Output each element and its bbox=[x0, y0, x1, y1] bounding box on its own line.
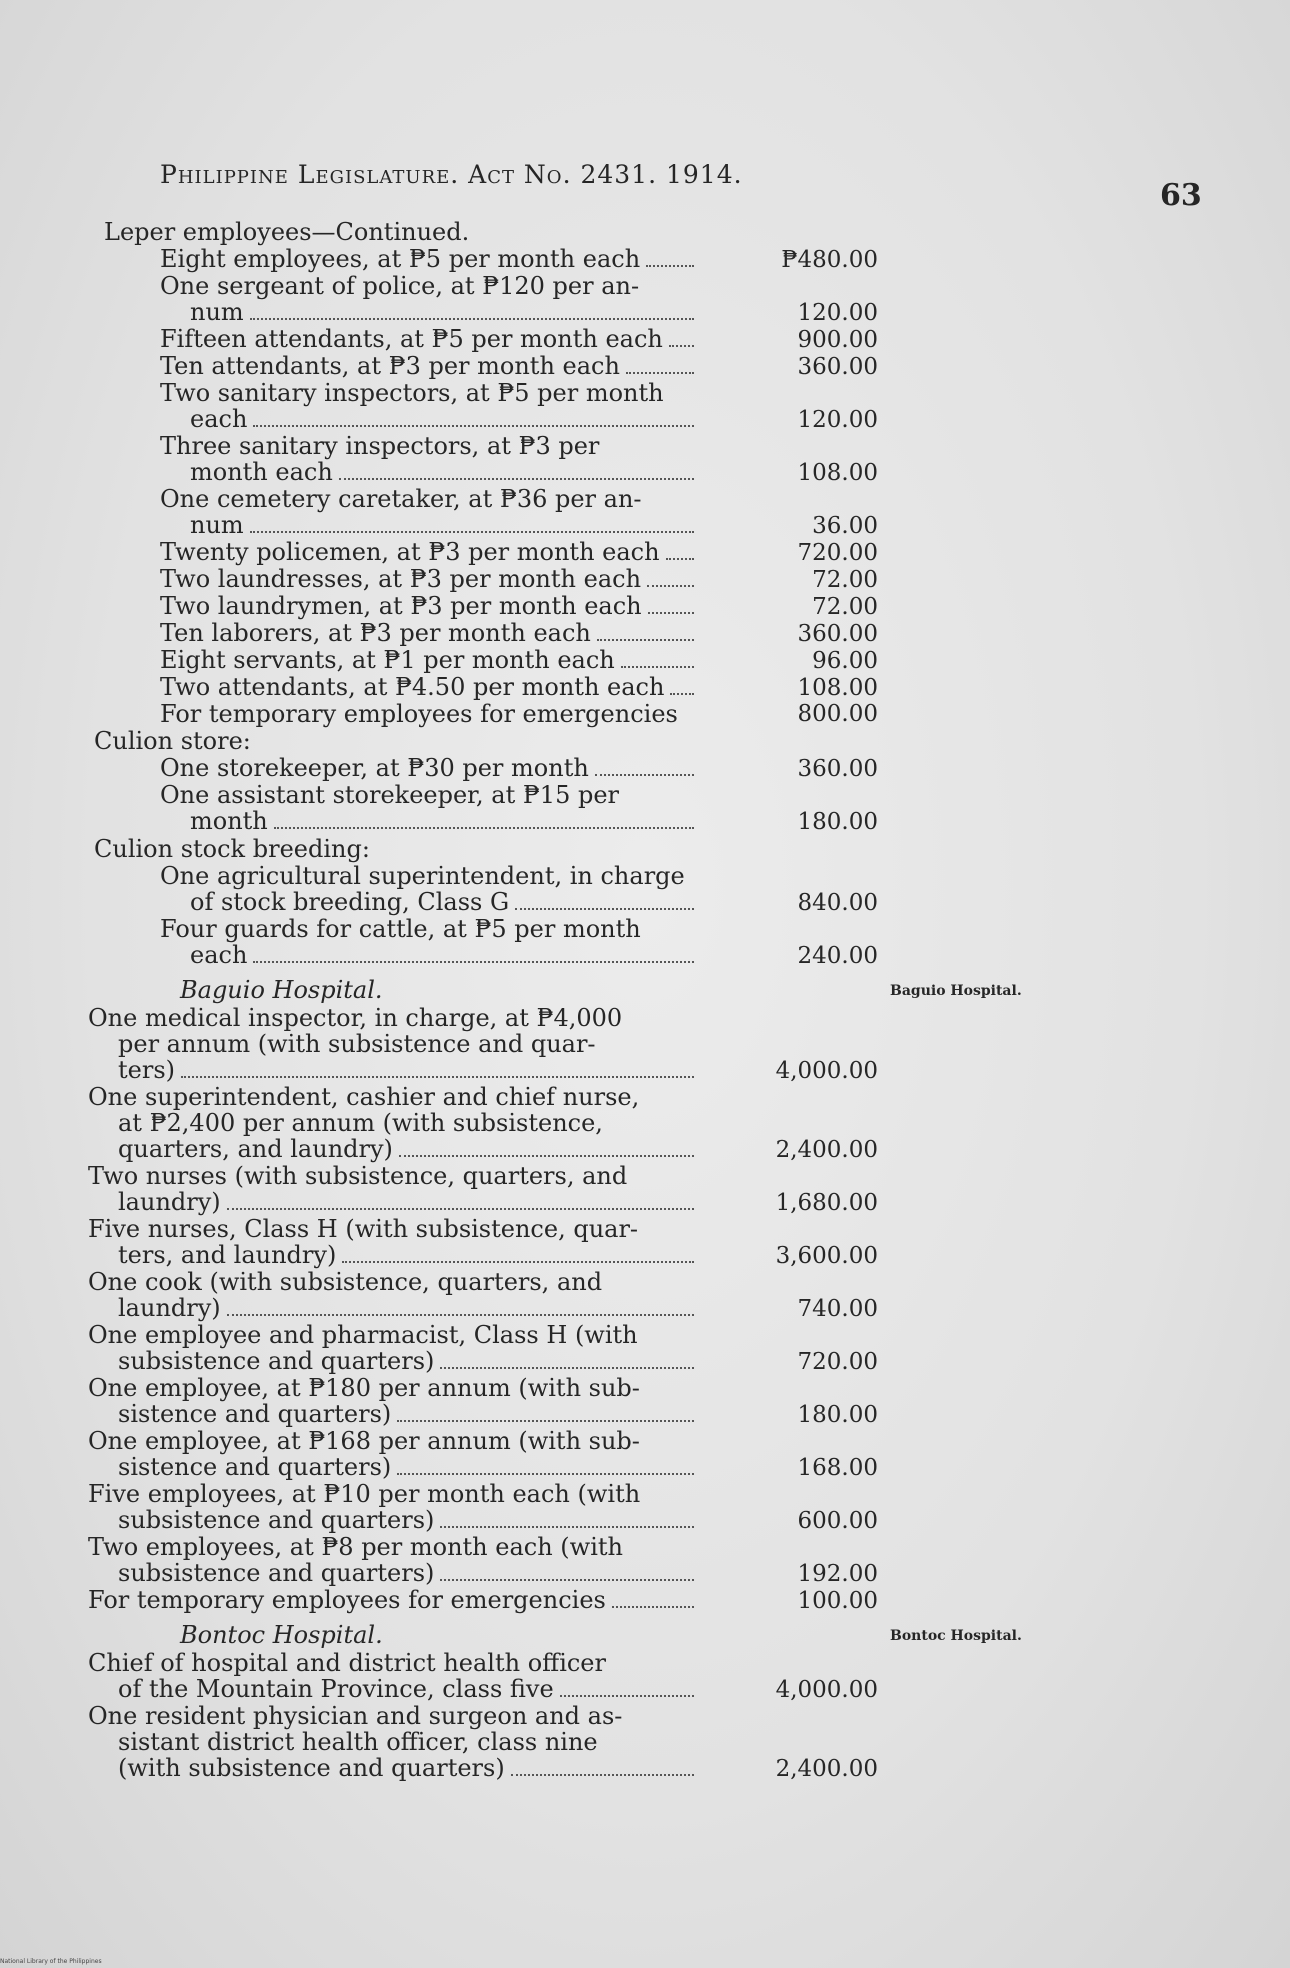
dot-leader bbox=[670, 693, 694, 695]
dot-leader bbox=[511, 1774, 694, 1776]
item-amount: 96.00 bbox=[812, 648, 878, 674]
item-description: of stock breeding, Class G bbox=[190, 888, 510, 916]
item-description: One employee, at ₱180 per annum (with sub- bbox=[88, 1374, 640, 1402]
dot-leader bbox=[253, 425, 694, 427]
dot-leader bbox=[181, 1076, 694, 1078]
item-description: quarters, and laundry) bbox=[118, 1135, 393, 1163]
item-amount: 600.00 bbox=[797, 1508, 878, 1534]
item-description: Two laundrymen, at ₱3 per month each bbox=[160, 592, 642, 620]
item-amount: 72.00 bbox=[812, 567, 878, 593]
item-description: month each bbox=[190, 458, 333, 486]
line-item bbox=[88, 1428, 878, 1481]
item-description: (with subsistence and quarters) bbox=[118, 1754, 505, 1782]
line-item bbox=[88, 1534, 878, 1587]
item-amount: 720.00 bbox=[797, 1349, 878, 1375]
line-item bbox=[88, 620, 878, 647]
item-description: Two employees, at ₱8 per month each (with bbox=[88, 1533, 623, 1561]
dot-leader bbox=[440, 1579, 694, 1581]
line-item bbox=[88, 273, 878, 326]
item-description: Eight employees, at ₱5 per month each bbox=[160, 245, 641, 273]
item-description: One assistant storekeeper, at ₱15 per bbox=[160, 781, 620, 809]
item-description: subsistence and quarters) bbox=[118, 1506, 435, 1534]
line-item bbox=[88, 916, 878, 969]
group-heading: Leper employees—Continued. bbox=[104, 218, 470, 246]
item-amount: 900.00 bbox=[797, 327, 878, 353]
appropriation-list bbox=[88, 218, 888, 1782]
dot-leader bbox=[597, 639, 694, 641]
line-item bbox=[88, 1269, 878, 1322]
item-description: One employee, at ₱168 per annum (with sub- bbox=[88, 1427, 640, 1455]
dot-leader bbox=[253, 961, 694, 963]
item-amount: 192.00 bbox=[797, 1561, 878, 1587]
item-description: Ten attendants, at ₱3 per month each bbox=[160, 352, 620, 380]
dot-leader bbox=[399, 1155, 694, 1157]
line-item bbox=[88, 1216, 878, 1269]
item-description: ters, and laundry) bbox=[118, 1241, 337, 1269]
item-amount: 180.00 bbox=[797, 809, 878, 835]
line-item bbox=[88, 1481, 878, 1534]
dot-leader bbox=[612, 1606, 694, 1608]
item-description: Three sanitary inspectors, at ₱3 per bbox=[160, 432, 600, 460]
section-title: Bontoc Hospital. bbox=[180, 1621, 383, 1649]
item-description: One cemetery caretaker, at ₱36 per an- bbox=[160, 485, 642, 513]
dot-leader bbox=[339, 478, 694, 480]
item-amount: 4,000.00 bbox=[775, 1058, 878, 1084]
margin-note-bontoc: Bontoc Hospital. bbox=[890, 1628, 1022, 1644]
item-description: of the Mountain Province, class five bbox=[118, 1675, 554, 1703]
item-description: One cook (with subsistence, quarters, and bbox=[88, 1268, 603, 1296]
dot-leader bbox=[647, 585, 694, 587]
line-item bbox=[88, 1375, 878, 1428]
item-description: One resident physician and surgeon and as- bbox=[88, 1702, 623, 1730]
item-description: num bbox=[190, 511, 244, 539]
item-description: Five employees, at ₱10 per month each (with bbox=[88, 1480, 641, 1508]
line-item bbox=[88, 701, 878, 727]
item-description: sistence and quarters) bbox=[118, 1453, 392, 1481]
line-item bbox=[88, 593, 878, 620]
dot-leader bbox=[227, 1208, 694, 1210]
line-item bbox=[88, 566, 878, 593]
dot-leader bbox=[648, 612, 694, 614]
line-item bbox=[88, 674, 878, 701]
item-amount: 120.00 bbox=[797, 300, 878, 326]
item-amount: 1,680.00 bbox=[775, 1190, 878, 1216]
item-amount: 168.00 bbox=[797, 1455, 878, 1481]
item-amount: 360.00 bbox=[797, 756, 878, 782]
dot-leader bbox=[621, 666, 694, 668]
line-item bbox=[88, 486, 878, 539]
line-item bbox=[88, 1322, 878, 1375]
item-amount: 36.00 bbox=[812, 513, 878, 539]
scan-footer: National Library of the Philippines bbox=[0, 1958, 102, 1965]
line-item bbox=[88, 1587, 878, 1614]
item-description: For temporary employees for emergencies bbox=[160, 700, 678, 728]
item-description: ters) bbox=[118, 1056, 175, 1084]
margin-note-baguio: Baguio Hospital. bbox=[890, 983, 1022, 999]
page-number: 63 bbox=[1160, 178, 1202, 213]
item-description: per annum (with subsistence and quar- bbox=[118, 1030, 596, 1058]
line-item bbox=[88, 433, 878, 486]
item-amount: 180.00 bbox=[797, 1402, 878, 1428]
item-amount: 72.00 bbox=[812, 594, 878, 620]
section-title: Baguio Hospital. bbox=[180, 976, 383, 1004]
item-description: sistence and quarters) bbox=[118, 1400, 392, 1428]
dot-leader bbox=[397, 1420, 694, 1422]
item-amount: 108.00 bbox=[797, 675, 878, 701]
item-description: Fifteen attendants, at ₱5 per month each bbox=[160, 325, 663, 353]
dot-leader bbox=[560, 1695, 694, 1697]
line-item bbox=[88, 863, 878, 916]
item-amount: 100.00 bbox=[797, 1588, 878, 1614]
dot-leader bbox=[595, 774, 694, 776]
item-description: Chief of hospital and district health officer bbox=[88, 1649, 606, 1677]
item-description: each bbox=[190, 941, 248, 969]
dot-leader bbox=[626, 372, 694, 374]
item-amount: 240.00 bbox=[797, 943, 878, 969]
item-amount: 2,400.00 bbox=[775, 1756, 878, 1782]
line-item bbox=[88, 353, 878, 380]
dot-leader bbox=[440, 1367, 694, 1369]
item-description: Two laundresses, at ₱3 per month each bbox=[160, 565, 642, 593]
line-item bbox=[88, 1703, 878, 1782]
item-description: Eight servants, at ₱1 per month each bbox=[160, 646, 615, 674]
line-item bbox=[88, 326, 878, 353]
line-item bbox=[88, 1650, 878, 1703]
line-item bbox=[88, 246, 878, 273]
item-description: Five nurses, Class H (with subsistence, quar- bbox=[88, 1215, 639, 1243]
line-item bbox=[88, 1163, 878, 1216]
item-description: Ten laborers, at ₱3 per month each bbox=[160, 619, 591, 647]
item-amount: 108.00 bbox=[797, 460, 878, 486]
item-description: Twenty policemen, at ₱3 per month each bbox=[160, 538, 660, 566]
dot-leader bbox=[515, 908, 694, 910]
item-description: Four guards for cattle, at ₱5 per month bbox=[160, 915, 641, 943]
item-amount: ₱480.00 bbox=[781, 247, 878, 273]
group-heading: Culion store: bbox=[94, 727, 251, 755]
item-description: Two attendants, at ₱4.50 per month each bbox=[160, 673, 665, 701]
item-description: num bbox=[190, 298, 244, 326]
item-description: Two nurses (with subsistence, quarters, and bbox=[88, 1162, 628, 1190]
item-description: laundry) bbox=[118, 1188, 221, 1216]
line-item bbox=[88, 1005, 878, 1084]
item-description: One medical inspector, in charge, at ₱4,000 bbox=[88, 1004, 623, 1032]
item-description: at ₱2,400 per annum (with subsistence, bbox=[118, 1109, 603, 1137]
dot-leader bbox=[440, 1526, 694, 1528]
item-description: One storekeeper, at ₱30 per month bbox=[160, 754, 589, 782]
dot-leader bbox=[646, 265, 694, 267]
dot-leader bbox=[397, 1473, 694, 1475]
item-amount: 740.00 bbox=[797, 1296, 878, 1322]
line-item bbox=[88, 539, 878, 566]
line-item bbox=[88, 755, 878, 782]
item-description: One superintendent, cashier and chief nurse, bbox=[88, 1083, 640, 1111]
dot-leader bbox=[250, 531, 694, 533]
dot-leader bbox=[274, 827, 694, 829]
item-description: subsistence and quarters) bbox=[118, 1347, 435, 1375]
item-amount: 120.00 bbox=[797, 407, 878, 433]
item-description: One sergeant of police, at ₱120 per an- bbox=[160, 272, 640, 300]
line-item bbox=[88, 380, 878, 433]
dot-leader bbox=[227, 1314, 694, 1316]
item-description: One agricultural superintendent, in charge bbox=[160, 862, 685, 890]
item-description: each bbox=[190, 405, 248, 433]
dot-leader bbox=[250, 318, 694, 320]
dot-leader bbox=[342, 1261, 694, 1263]
item-description: month bbox=[190, 807, 268, 835]
line-item bbox=[88, 647, 878, 674]
item-description: sistant district health officer, class nine bbox=[118, 1728, 598, 1756]
line-item bbox=[88, 782, 878, 835]
item-amount: 840.00 bbox=[797, 890, 878, 916]
dot-leader bbox=[669, 345, 694, 347]
item-amount: 360.00 bbox=[797, 354, 878, 380]
item-amount: 4,000.00 bbox=[775, 1677, 878, 1703]
dot-leader bbox=[666, 558, 694, 560]
item-description: One employee and pharmacist, Class H (with bbox=[88, 1321, 638, 1349]
item-amount: 800.00 bbox=[797, 701, 878, 727]
item-description: Two sanitary inspectors, at ₱5 per month bbox=[160, 379, 664, 407]
item-amount: 720.00 bbox=[797, 540, 878, 566]
item-amount: 2,400.00 bbox=[775, 1137, 878, 1163]
item-description: subsistence and quarters) bbox=[118, 1559, 435, 1587]
item-amount: 3,600.00 bbox=[775, 1243, 878, 1269]
running-head: Philippine Legislature. Act No. 2431. 1914. bbox=[160, 160, 743, 189]
item-amount: 360.00 bbox=[797, 621, 878, 647]
item-description: For temporary employees for emergencies bbox=[88, 1586, 606, 1614]
line-item bbox=[88, 1084, 878, 1163]
group-heading: Culion stock breeding: bbox=[94, 835, 370, 863]
item-description: laundry) bbox=[118, 1294, 221, 1322]
